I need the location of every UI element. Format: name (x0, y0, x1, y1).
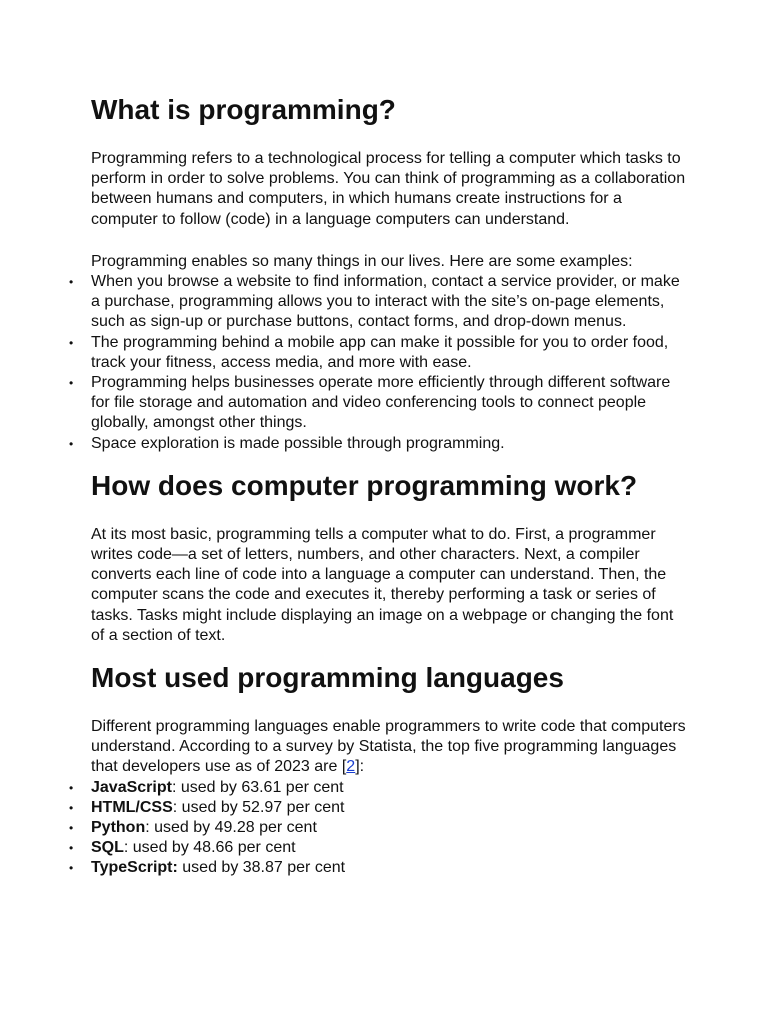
list-item (69, 333, 691, 373)
document-content (69, 92, 691, 879)
bullet-icon: • (69, 436, 74, 451)
examples-list (69, 272, 691, 454)
paragraph-languages-text: Different programming languages enable programmers to write code that computers understand. According to a survey by Statista, the top five programming languages that developers use as of 2023 are [ (91, 718, 686, 776)
language-usage: used by 38.87 per cent (177, 859, 346, 877)
bullet-icon: • (69, 800, 74, 815)
language-usage: : used by 63.61 per cent (171, 778, 344, 796)
bullet-icon: • (69, 335, 74, 350)
list-item (69, 373, 691, 434)
heading-most-used-languages: Most used programming languages (91, 662, 564, 694)
bullet-icon: • (69, 275, 74, 290)
list-item (69, 778, 691, 798)
paragraph-examples-intro: Programming enables so many things in our lives. Here are some examples: (91, 252, 633, 270)
language-name: SQL (91, 839, 124, 857)
list-item-text: Space exploration is made possible through programming. (91, 434, 505, 452)
language-name: TypeScript: (91, 859, 178, 877)
bullet-icon: • (69, 780, 74, 795)
language-name: JavaScript (91, 778, 172, 796)
list-item (69, 818, 691, 838)
paragraph-languages-intro (91, 717, 691, 778)
list-item (69, 434, 691, 454)
list-item-text: The programming behind a mobile app can make it possible for you to order food, track your fitness, access media, and more with ease. (91, 333, 669, 371)
heading-how-programming-works: How does computer programming work? (91, 469, 638, 501)
list-item-text: Programming helps businesses operate more efficiently through different software for file storage and automation and video conferencing tools to connect people globally, amongst other things. (91, 374, 671, 432)
bullet-icon: • (69, 376, 74, 391)
list-item (69, 798, 691, 818)
reference-link[interactable]: 2 (346, 758, 356, 776)
paragraph-definition: Programming refers to a technological process for telling a computer which tasks to perform in order to solve problems. You can think of programming as a collaboration between humans and computers, in which humans create instructions for a computer to follow (code) in a language computers can understand. (91, 150, 686, 228)
bullet-icon: • (69, 821, 74, 836)
list-item (69, 272, 691, 333)
list-item-text: When you browse a website to find information, contact a service provider, or make a purchase, programming allows you to interact with the site’s on-page elements, such as sign-up or purchase buttons, contact forms, and drop-down menus. (91, 273, 680, 331)
bullet-icon: • (69, 861, 74, 876)
list-item (69, 838, 691, 858)
bullet-icon: • (69, 841, 74, 856)
paragraph-languages-tail: ]: (355, 758, 365, 776)
list-item (69, 858, 691, 878)
heading-what-is-programming: What is programming? (91, 94, 396, 125)
languages-list (69, 778, 691, 879)
language-usage: : used by 49.28 per cent (145, 819, 317, 837)
language-name: HTML/CSS (91, 798, 173, 816)
language-usage: : used by 52.97 per cent (172, 798, 345, 816)
language-usage: : used by 48.66 per cent (123, 839, 296, 857)
paragraph-how-it-works: At its most basic, programming tells a computer what to do. First, a programmer writes code—a set of letters, numbers, and other characters. Next, a compiler converts each line of code into a language a computer can understand. Then, the computer scans the code and executes it, thereby performing a task or series of tasks. Tasks might include displaying an image on a webpage or changing the font of a section of text. (91, 525, 674, 644)
language-name: Python (91, 819, 146, 837)
